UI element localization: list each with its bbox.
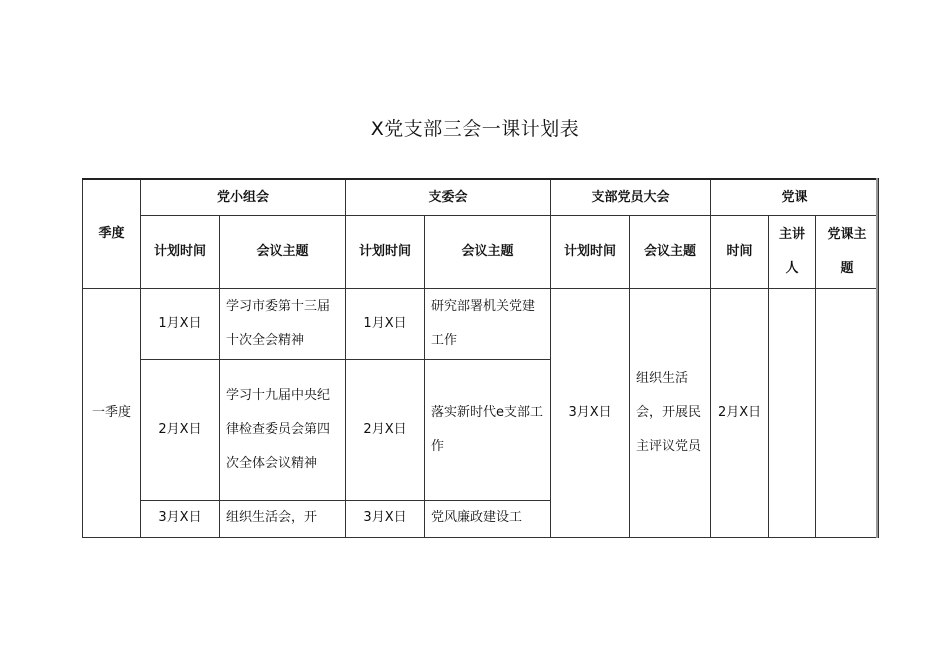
committee-time-cell: 1月X日	[346, 289, 425, 360]
committee-topic-text: 党风廉政建设工	[431, 510, 523, 525]
header-group-plan-time: 计划时间	[141, 216, 220, 289]
group-topic-cell: 学习十九届中央纪律检查委员会第四次全体会议精神	[220, 360, 346, 501]
plan-table	[82, 178, 879, 538]
group-time-cell: 2月X日	[141, 360, 220, 501]
committee-time-cell: 2月X日	[346, 360, 425, 501]
lecture-topic-cell	[816, 289, 879, 538]
group-topic-cell: 学习市委第十三届十次全会精神	[220, 289, 346, 360]
header-branch-assembly: 支部党员大会	[551, 179, 711, 216]
lecture-speaker-cell	[769, 289, 816, 538]
header-party-group: 党小组会	[141, 179, 346, 216]
header-assembly-plan-time: 计划时间	[551, 216, 630, 289]
committee-topic-cell	[425, 501, 551, 538]
group-topic-text: 组织生活会，开	[226, 510, 318, 525]
header-lecture-topic: 党课主题	[816, 216, 879, 289]
header-committee-topic: 会议主题	[425, 216, 551, 289]
group-topic-cell	[220, 501, 346, 538]
table-row	[83, 289, 879, 360]
group-time-cell: 3月X日	[141, 501, 220, 538]
header-group-topic: 会议主题	[220, 216, 346, 289]
committee-time-cell: 3月X日	[346, 501, 425, 538]
header-lecture-speaker: 主讲人	[769, 216, 816, 289]
committee-topic-cell: 研究部署机关党建工作	[425, 289, 551, 360]
lecture-time-cell: 2月X日	[711, 289, 769, 538]
assembly-time-cell: 3月X日	[551, 289, 630, 538]
header-assembly-topic: 会议主题	[630, 216, 711, 289]
header-party-lecture: 党课	[711, 179, 879, 216]
group-time-cell: 1月X日	[141, 289, 220, 360]
page-title: X党支部三会一课计划表	[370, 118, 580, 140]
header-lecture-time: 时间	[711, 216, 769, 289]
header-branch-committee: 支委会	[346, 179, 551, 216]
header-season: 季度	[83, 179, 141, 289]
header-committee-plan-time: 计划时间	[346, 216, 425, 289]
assembly-topic-cell: 组织生活会，开展民主评议党员	[630, 289, 711, 538]
committee-topic-cell: 落实新时代e支部工作	[425, 360, 551, 501]
season-cell: 一季度	[83, 289, 141, 538]
table-right-edge	[876, 178, 878, 538]
